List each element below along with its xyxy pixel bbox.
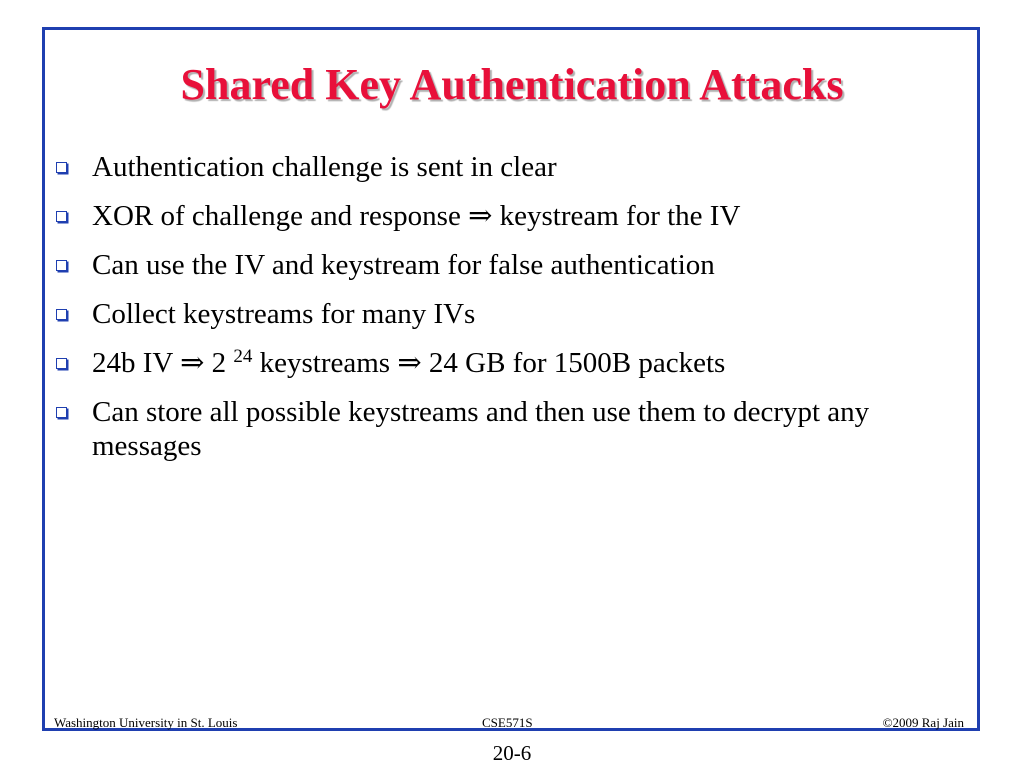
hollow-square-bullet-icon (56, 260, 67, 271)
bullet-text-segment: 24b IV ⇒ 2 (92, 347, 234, 379)
footer-copyright: ©2009 Raj Jain (882, 715, 964, 730)
bullet-text-segment: Can use the IV and keystream for false authentication (92, 249, 715, 281)
bullet-text (92, 151, 557, 183)
bullet-text-segment: Collect keystreams for many IVs (92, 298, 476, 330)
bullet-text-segment: XOR of challenge and response ⇒ keystream for the IV (92, 200, 741, 232)
bullet-item (54, 150, 954, 184)
bullet-list (54, 150, 954, 478)
footer-institution: Washington University in St. Louis (54, 715, 238, 730)
hollow-square-bullet-icon (56, 309, 67, 320)
bullet-item (54, 395, 954, 463)
hollow-square-bullet-icon (56, 162, 67, 173)
bullet-text (92, 200, 740, 232)
bullet-text (92, 249, 715, 281)
hollow-square-bullet-icon (56, 211, 67, 222)
slide-title: Shared Key Authentication Attacks (180, 60, 844, 109)
bullet-text-segment: Can store all possible keystreams and then use them to decrypt any messages (92, 396, 870, 462)
bullet-item (54, 199, 954, 233)
bullet-text-segment: Authentication challenge is sent in clear (92, 151, 557, 183)
hollow-square-bullet-icon (56, 358, 67, 369)
bullet-text (92, 396, 869, 462)
bullet-text-segment: keystreams ⇒ 24 GB for 1500B packets (252, 347, 726, 379)
bullet-text (92, 298, 475, 330)
bullet-item (54, 346, 954, 380)
bullet-item (54, 297, 954, 331)
footer-course: CSE571S (482, 715, 533, 730)
hollow-square-bullet-icon (56, 407, 67, 418)
bullet-text (92, 347, 725, 379)
superscript-exponent: 24 (233, 346, 253, 367)
page-number: 20-6 (492, 741, 532, 765)
bullet-item (54, 248, 954, 282)
